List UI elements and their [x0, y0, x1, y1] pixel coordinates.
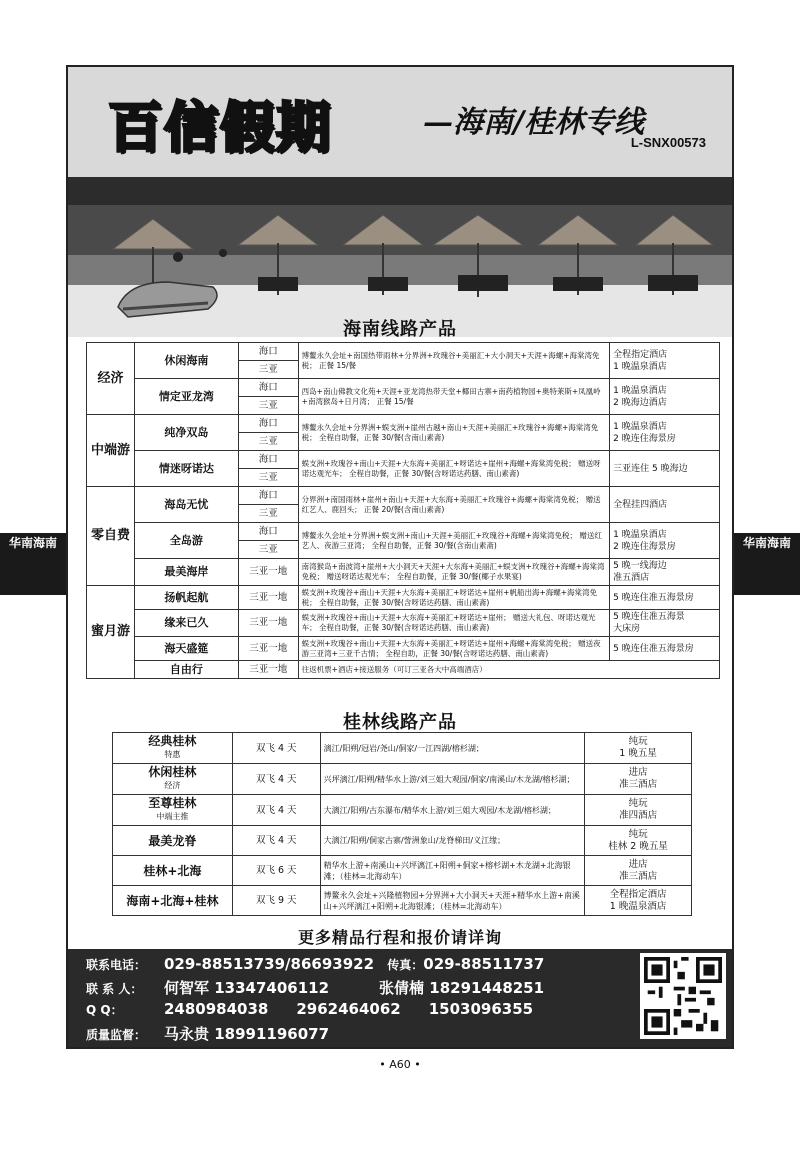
phone-value: 029-88513739/86693922	[164, 955, 375, 973]
route-cell: 蜈支洲+玫瑰谷+南山+天涯+大东海+美丽汇+呀诺达+崖州； 赠送大礼包、呀诺达观光车； 全程自助餐，正餐 30/餐(含呀诺达药膳、南山素斋)	[298, 610, 609, 637]
product-title: 至尊桂林	[148, 796, 197, 810]
duration-cell: 双飞 4 天	[232, 795, 320, 826]
product-name: 全岛游	[134, 523, 238, 559]
beach-photo	[68, 177, 732, 337]
table-row	[87, 487, 720, 505]
hotel-cell: 5 晚连住准五海景房	[610, 586, 720, 610]
city-cell: 海口	[238, 343, 298, 361]
table-row	[113, 795, 692, 826]
qq-label: Q Q：	[86, 1003, 123, 1017]
category-cell: 零自费	[87, 487, 135, 586]
brand-logo: 百信假期	[108, 96, 332, 159]
route-cell: 分界洲+南国雨林+崖州+南山+天涯+大东海+美丽汇+玫瑰谷+海螺+海棠湾免税； 赠送红艺人、鹿回头； 正餐 20/餐(含南山素斋)	[298, 487, 609, 523]
category-cell: 经济	[87, 343, 135, 415]
product-name: 自由行	[134, 661, 238, 679]
more-info-banner: 更多精品行程和报价请详询	[297, 928, 502, 947]
city-cell: 海口	[238, 523, 298, 541]
fax-label: 传真：	[387, 958, 424, 972]
hotel-cell: 5 晚一线海边 准五酒店	[610, 559, 720, 586]
hotel-cell: 1 晚温泉酒店 2 晚连住海景房	[610, 415, 720, 451]
table-row	[113, 826, 692, 856]
beach-illustration	[68, 177, 732, 337]
product-name: 扬帆起航	[134, 586, 238, 610]
route-cell: 博鳌永久会址+兴隆植物园+分界洲+大小洞天+天涯+精华水上游+南溪山+兴坪漓江+阳朔+北海银滩；（桂林=北海动车）	[320, 886, 585, 916]
product-name: 缘来已久	[134, 610, 238, 637]
hotel-cell: 1 晚温泉酒店 2 晚连住海景房	[610, 523, 720, 559]
product-name	[113, 826, 233, 856]
brochure-frame	[66, 65, 734, 1049]
person-1: 何智军 13347406112	[164, 979, 330, 997]
header-subtitle: —海南/桂林专线	[423, 105, 644, 140]
city-cell: 三亚	[238, 433, 298, 451]
contact-quality-row	[86, 1023, 329, 1044]
side-tab-right: 华南海南	[734, 533, 800, 595]
qr-code-icon	[644, 957, 722, 1035]
route-cell: 大漓江/阳朔/古东瀑布/精华水上游/刘三姐大观园/木龙湖/榕杉湖；	[320, 795, 585, 826]
page-number: • A60 •	[379, 1058, 421, 1071]
product-name	[113, 764, 233, 795]
route-cell: 兴坪漓江/阳朔/精华水上游/刘三姐大观园/侗家/南溪山/木龙湖/榕杉湖；	[320, 764, 585, 795]
city-cell: 三亚一地	[238, 610, 298, 637]
city-cell: 三亚一地	[238, 661, 298, 679]
product-name: 最美海岸	[134, 559, 238, 586]
duration-cell: 双飞 4 天	[232, 764, 320, 795]
duration-cell: 双飞 4 天	[232, 826, 320, 856]
city-cell: 三亚一地	[238, 559, 298, 586]
product-name	[113, 856, 233, 886]
contact-person-row	[86, 977, 544, 998]
qr-code	[640, 953, 726, 1039]
product-name	[113, 886, 233, 916]
duration-cell: 双飞 9 天	[232, 886, 320, 916]
product-name: 海天盛筵	[134, 637, 238, 661]
hotel-cell: 进店 准三酒店	[585, 764, 692, 795]
table-row	[87, 523, 720, 541]
duration-cell: 双飞 6 天	[232, 856, 320, 886]
product-title: 经典桂林	[148, 734, 197, 748]
table-row	[87, 661, 720, 679]
city-cell: 海口	[238, 451, 298, 469]
qq-2: 2962464062	[296, 1000, 401, 1018]
route-cell: 蜈支洲+玫瑰谷+南山+天涯+大东海+美丽汇+呀诺达+崖州+帆船出海+海螺+海棠湾免税； 全程自助餐，正餐 30/餐(含呀诺达药膳、南山素斋)	[298, 586, 609, 610]
city-cell: 三亚	[238, 469, 298, 487]
route-cell: 蜈支洲+玫瑰谷+南山+天涯+大东海+美丽汇+呀诺达+崖州+海螺+海棠湾免税； 赠送呀诺达观光车； 全程自助餐，正餐 30/餐(含呀诺达药膳、南山素斋)	[298, 451, 609, 487]
table-row	[113, 886, 692, 916]
product-title: 最美龙脊	[148, 833, 197, 848]
hotel-cell: 全程指定酒店 1 晚温泉酒店	[610, 343, 720, 379]
product-name: 纯净双岛	[134, 415, 238, 451]
table-row	[87, 451, 720, 469]
product-name: 情定亚龙湾	[134, 379, 238, 415]
contact-qq-row	[86, 1000, 533, 1018]
table-row	[87, 415, 720, 433]
hotel-cell: 5 晚连住准五海景 大床房	[610, 610, 720, 637]
guilin-table	[112, 732, 692, 916]
route-cell: 博鳌永久会址+南国热带雨林+分界洲+玫瑰谷+美丽汇+大小洞天+天涯+海螺+海棠湾免税； 正餐 15/餐	[298, 343, 609, 379]
hotel-cell: 纯玩 桂林 2 晚五星	[585, 826, 692, 856]
qq-3: 1503096355	[428, 1000, 534, 1018]
product-tag: 经济	[164, 781, 181, 790]
route-cell: 南湾猴岛+南波湾+崖州+大小洞天+天涯+大东海+美丽汇+蜈支洲+玫瑰谷+海螺+海棠湾免税； 赠送呀诺达观光车； 全程自助餐，正餐 30/餐(椰子水果宴)	[298, 559, 609, 586]
product-name: 情迷呀诺达	[134, 451, 238, 487]
header	[68, 67, 732, 177]
table-row	[87, 379, 720, 397]
city-cell: 海口	[238, 415, 298, 433]
quality-value: 马永贵 18991196077	[164, 1025, 330, 1043]
route-cell: 博鳌永久会址+分界洲+蜈支洲+南山+天涯+美丽汇+玫瑰谷+海螺+海棠湾免税； 赠送红艺人、夜游三亚湾； 全程自助餐，正餐 30/餐(含南山素斋)	[298, 523, 609, 559]
table-row	[87, 637, 720, 661]
city-cell: 海口	[238, 487, 298, 505]
table-row	[87, 586, 720, 610]
duration-cell: 双飞 4 天	[232, 733, 320, 764]
guilin-section-title: 桂林线路产品	[343, 712, 457, 733]
contact-phone-row	[86, 955, 544, 973]
hotel-cell: 三亚连住 5 晚海边	[610, 451, 720, 487]
contact-bar	[68, 949, 732, 1047]
table-row	[113, 764, 692, 795]
table-row	[87, 343, 720, 361]
product-title: 桂林+北海	[143, 863, 202, 878]
city-cell: 三亚一地	[238, 586, 298, 610]
person-label: 联 系 人：	[86, 982, 143, 996]
hotel-cell: 1 晚温泉酒店 2 晚海边酒店	[610, 379, 720, 415]
city-cell: 三亚	[238, 541, 298, 559]
category-cell: 蜜月游	[87, 586, 135, 679]
product-name	[113, 733, 233, 764]
qq-1: 2480984038	[164, 1000, 269, 1018]
city-cell: 三亚	[238, 397, 298, 415]
hotel-cell: 5 晚连住准五海景房	[610, 637, 720, 661]
city-cell: 三亚	[238, 361, 298, 379]
city-cell: 三亚一地	[238, 637, 298, 661]
route-cell: 大漓江/阳朔/侗家古寨/訾洲象山/龙脊梯田/义江缘；	[320, 826, 585, 856]
route-cell: 往返机票+酒店+接送服务（可订三亚各大中高端酒店）	[298, 661, 719, 679]
product-name	[113, 795, 233, 826]
product-code: L-SNX00573	[630, 135, 706, 150]
side-tab-left: 华南海南	[0, 533, 66, 595]
hotel-cell: 纯玩 1 晚五星	[585, 733, 692, 764]
route-cell: 西岛+南山佛教文化苑+天涯+亚龙湾热带天堂+椰田古寨+南药植物园+奥特莱斯+凤凰岭+南湾猴岛+日月湾； 正餐 15/餐	[298, 379, 609, 415]
city-cell: 三亚	[238, 505, 298, 523]
route-cell: 博鳌永久会址+分界洲+蜈支洲+崖州古越+南山+天涯+美丽汇+玫瑰谷+海螺+海棠湾免税； 全程自助餐，正餐 30/餐(含南山素斋)	[298, 415, 609, 451]
product-name: 休闲海南	[134, 343, 238, 379]
product-title: 休闲桂林	[148, 765, 197, 779]
category-cell: 中端游	[87, 415, 135, 487]
hotel-cell: 纯玩 准四酒店	[585, 795, 692, 826]
product-name: 海岛无忧	[134, 487, 238, 523]
product-tag: 特惠	[164, 750, 181, 759]
product-title: 海南+北海+桂林	[126, 893, 219, 908]
table-row	[113, 856, 692, 886]
table-row	[87, 559, 720, 586]
route-cell: 精华水上游+南溪山+兴坪漓江+阳朔+侗家+榕杉湖+木龙湖+北海银滩；（桂林=北海动车）	[320, 856, 585, 886]
route-cell: 漓江/阳朔/冠岩/尧山/侗家/一江四湖/榕杉湖；	[320, 733, 585, 764]
hainan-table	[86, 342, 720, 679]
phone-label: 联系电话：	[86, 958, 147, 972]
quality-label: 质量监督：	[86, 1028, 147, 1042]
fax-value: 029-88511737	[423, 955, 545, 973]
hainan-section-title: 海南线路产品	[343, 319, 457, 340]
city-cell: 海口	[238, 379, 298, 397]
table-row	[113, 733, 692, 764]
product-tag: 中端主推	[156, 812, 189, 821]
hotel-cell: 全程挂四酒店	[610, 487, 720, 523]
hotel-cell: 进店 准三酒店	[585, 856, 692, 886]
person-2: 张倩楠 18291448251	[379, 979, 545, 997]
route-cell: 蜈支洲+玫瑰谷+南山+天涯+大东海+美丽汇+呀诺达+崖州+海螺+海棠湾免税； 赠送夜游三亚湾+三亚千古情； 全程自助，正餐 30/餐(含呀诺达药膳、南山素斋)	[298, 637, 609, 661]
table-row	[87, 610, 720, 637]
hotel-cell: 全程指定酒店 1 晚温泉酒店	[585, 886, 692, 916]
